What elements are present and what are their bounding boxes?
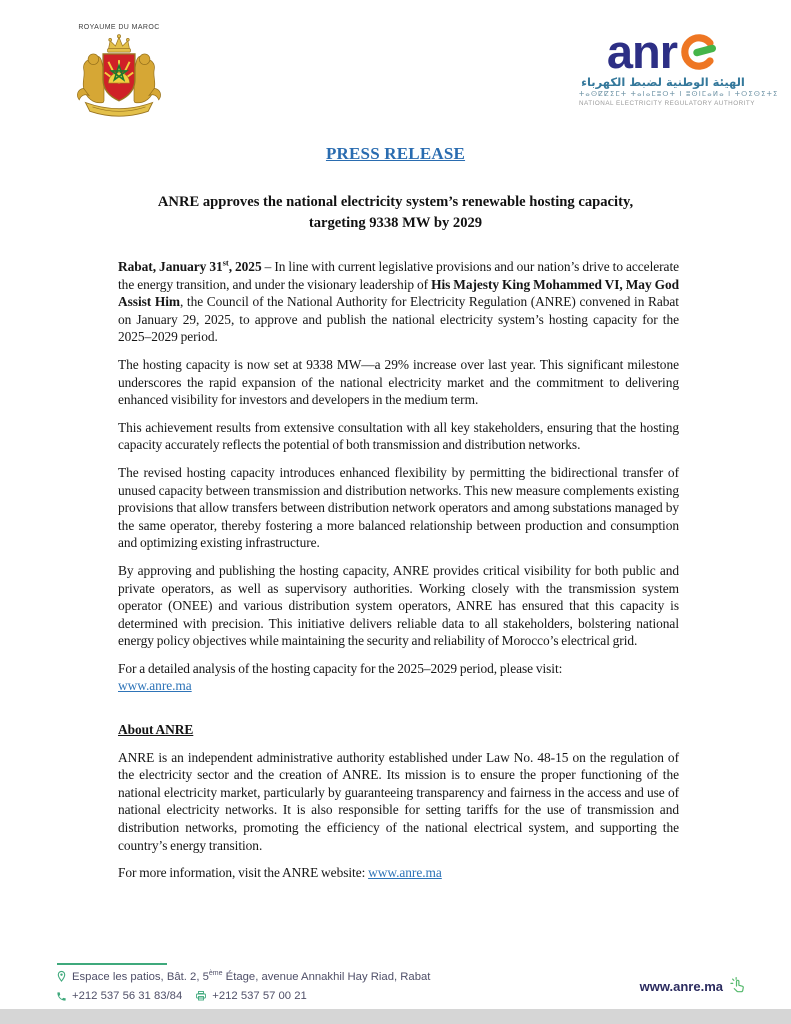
footer-fax-group [195, 990, 307, 1002]
press-title-row [0, 144, 791, 164]
footer-address-sup: ème [208, 969, 223, 977]
footer-phone-number: +212 537 56 31 83/84 [72, 990, 183, 1002]
headline [115, 192, 676, 234]
footer-address-text [72, 971, 430, 983]
anre-e-icon [679, 32, 719, 72]
paragraph-dateline [118, 258, 679, 346]
dateline-ordinal-suffix: st [222, 257, 229, 268]
click-cursor-icon [729, 977, 747, 995]
phone-icon [56, 991, 67, 1002]
anre-english-name: NATIONAL ELECTRICITY REGULATORY AUTHORITY [579, 100, 755, 107]
footer-address-suffix: Étage, avenue Annakhil Hay Riad, Rabat [222, 970, 431, 983]
dateline-text-a: – In line with current legislative provisions and our nation’s drive to accelerate the energy transition, and under the visionary leadership of [118, 259, 680, 292]
paragraph-flexibility: The revised hosting capacity introduces enhanced flexibility by permitting the bidirectional transfer of unused capacity between transmission and distribution networks. This new measure complements existing provisions that allow transfers between distribution network operators and among substations managed by the same operator, thereby fostering a more balanced relationship between production and consumption and optimizing existing infrastructure. [118, 464, 679, 551]
footer-website-text: www.anre.ma [639, 978, 723, 994]
paragraph-consultation: This achievement results from extensive consultation with all key stakeholders, ensuring that the hosting capacity accurately reflects the potential of both transmission and distribution networks. [118, 419, 679, 453]
footer-fax-number: +212 537 57 00 21 [212, 990, 307, 1002]
anre-website-link-2[interactable]: www.anre.ma [368, 865, 442, 881]
dateline-text-b: , the Council of the National Authority for Electricity Regulation (ANRE) convened in Rabat on January 29, 2025, to approve and publish the national electricity system’s hosting capacity for the 2025–2029 period. [118, 294, 679, 345]
dateline-year: , 2025 [228, 259, 262, 274]
paragraph-about-anre: ANRE is an independent administrative authority established under Law No. 48-15 on the regulation of the electricity sector and the creation of ANRE. Its mission is to ensure the proper functioning of the national electricity market, particularly by guaranteeing transparency and fairness in the access and use of national electricity networks. It is also responsible for setting tariffs for the use of transmission and distribution networks, promoting the efficiency of the national electrical system, and supporting the country’s energy transition. [118, 749, 679, 853]
location-pin-icon [56, 970, 67, 983]
paragraph-detailed-analysis [118, 660, 679, 695]
anre-wordmark [579, 25, 747, 79]
headline-line-2: targeting 9338 MW by 2029 [308, 215, 483, 231]
morocco-coat-of-arms-icon [66, 33, 172, 119]
more-info-text: For more information, visit the ANRE website: [118, 865, 369, 881]
footer-divider [57, 963, 167, 965]
headline-line-1: ANRE approves the national electricity system’s renewable hosting capacity, [157, 194, 634, 210]
footer-phones [56, 990, 307, 1002]
dateline-city-date: Rabat, January 31 [118, 259, 223, 274]
anre-tifinagh-name: ⵜⴰⵙⵇⵇⵉⵎⵜ ⵜⴰⵏⴰⵎⵓⵔⵜ ⵏ ⵓⵙⵏⵎⴰⵍⴰ ⵏ ⵜⵔⵉⵙⵉⵜⵉ [579, 90, 779, 98]
anre-arabic-name: الهيئة الوطنية لضبط الكهرباء [581, 75, 745, 89]
page-bottom-edge [0, 1009, 791, 1024]
kingdom-emblem-block [58, 24, 180, 124]
detailed-analysis-text: For a detailed analysis of the hosting capacity for the 2025–2029 period, please visit: [118, 660, 563, 676]
paragraph-visibility: By approving and publishing the hosting capacity, ANRE provides critical visibility for both public and private operators, as well as supervisory authorities. Working closely with the transmission system operator (ONEE) and various distribution system operators, ANRE has ensured that this capacity is determined with precision. This initiative delivers reliable data to all stakeholders, bolstering national energy policy objectives while maintaining the security and reliability of Morocco’s electrical grid. [118, 562, 679, 649]
about-anre-heading: About ANRE [118, 722, 194, 738]
dateline-king-bold: His Majesty King Mohammed VI, May God Assist Him [118, 276, 679, 310]
document-body [118, 258, 679, 892]
footer-address [56, 970, 430, 983]
anre-wordmark-text: anr [606, 25, 678, 79]
anre-website-link[interactable]: www.anre.ma [118, 678, 192, 694]
paragraph-more-info [118, 864, 679, 882]
fax-icon [195, 990, 207, 1002]
press-release-title: PRESS RELEASE [325, 144, 466, 163]
anre-logo [579, 25, 779, 107]
footer-address-prefix: Espace les patios, Bât. 2, 5 [72, 970, 209, 983]
kingdom-label: ROYAUME DU MAROC [78, 24, 160, 31]
footer-website[interactable] [640, 977, 747, 995]
paragraph-hosting-capacity: The hosting capacity is now set at 9338 MW—a 29% increase over last year. This significant milestone underscores the rapid expansion of the national electricity market and the commitment to delivering enhanced visibility for investors and developers in the medium term. [118, 356, 679, 408]
document-header [58, 24, 779, 124]
